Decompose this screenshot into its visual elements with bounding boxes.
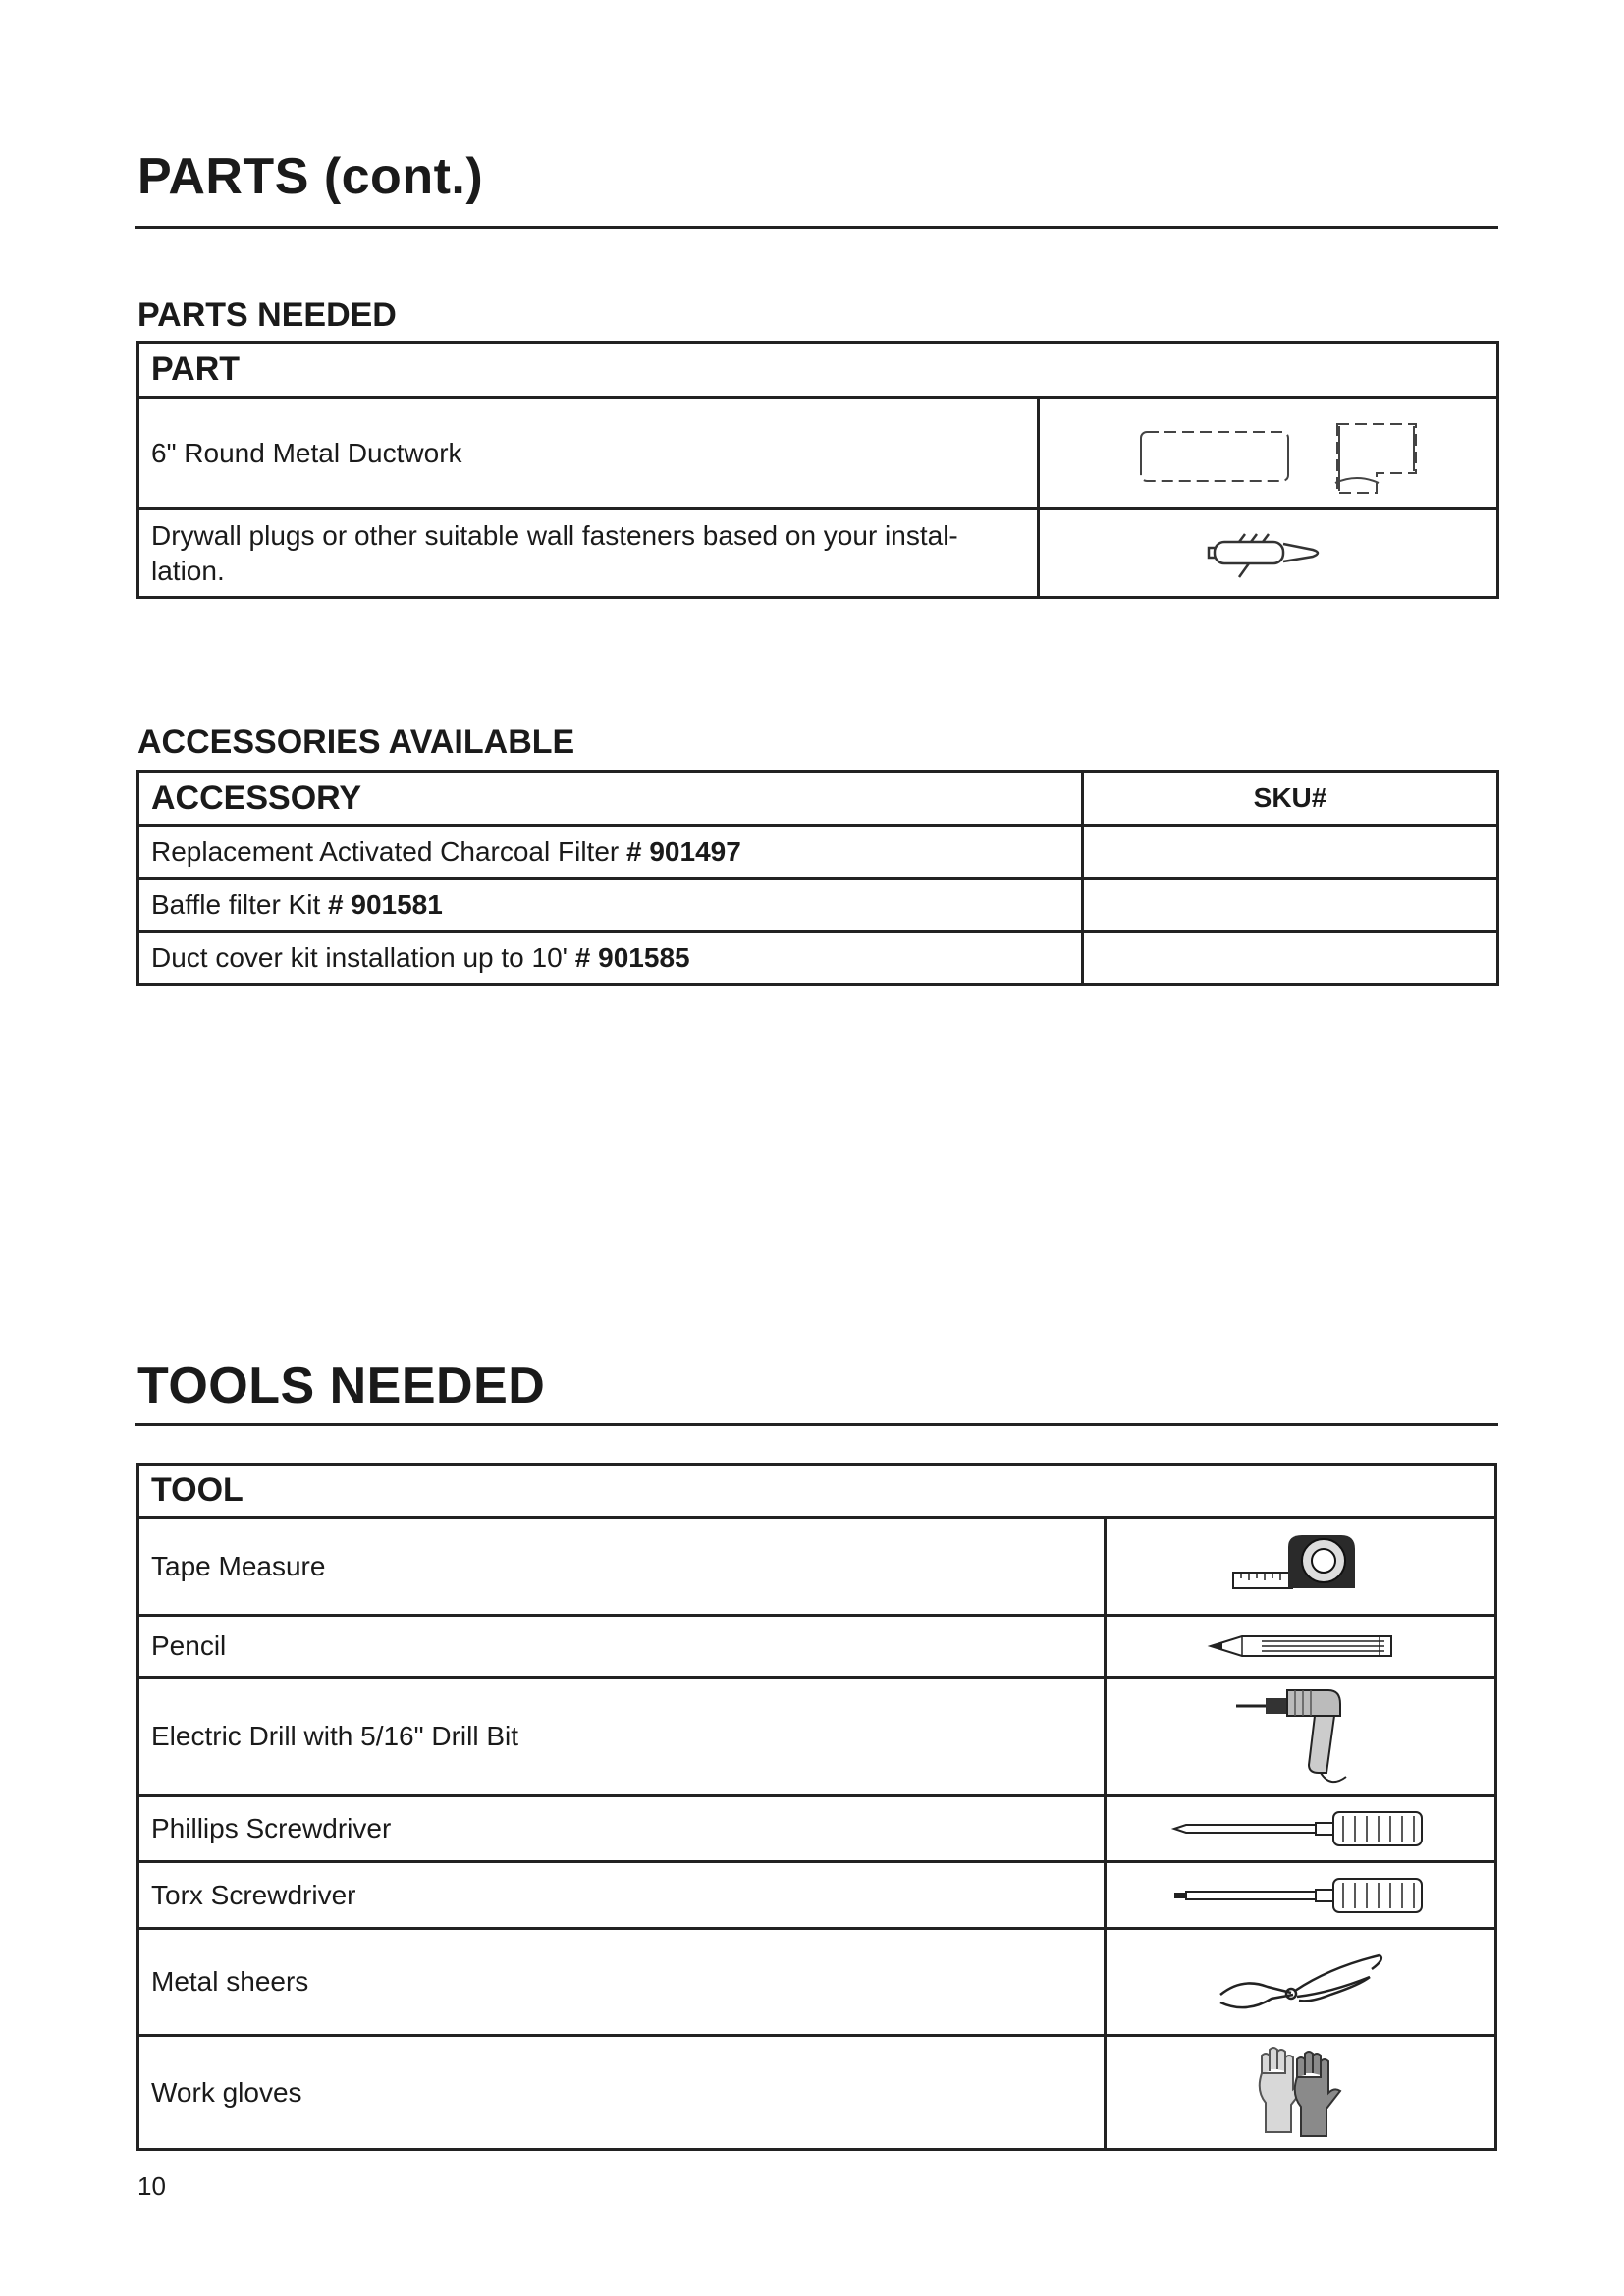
tools-rule <box>135 1423 1498 1426</box>
tool-name: Pencil <box>138 1616 1106 1678</box>
accessories-heading: ACCESSORIES AVAILABLE <box>137 723 575 761</box>
accessories-table <box>136 770 1499 986</box>
phillips-screwdriver-icon <box>1168 1804 1434 1853</box>
accessory-name <box>138 826 1083 879</box>
accessory-label: Duct cover kit installation up to 10' <box>151 941 568 973</box>
accessory-label: Replacement Activated Charcoal Filter <box>151 835 620 867</box>
table-row <box>138 509 1498 598</box>
table-row <box>138 1518 1496 1616</box>
tool-name: Phillips Screwdriver <box>138 1796 1106 1862</box>
table-row <box>138 1929 1496 2036</box>
work-gloves-icon <box>1242 2044 1360 2142</box>
table-row <box>138 1862 1496 1929</box>
tool-image-cell <box>1106 1796 1496 1862</box>
part-image-cell <box>1039 509 1498 598</box>
sku-cell <box>1083 932 1498 985</box>
page-title: PARTS (cont.) <box>137 148 484 205</box>
page-number: 10 <box>137 2171 166 2201</box>
tool-image-cell <box>1106 1862 1496 1929</box>
tool-image-cell <box>1106 1678 1496 1796</box>
accessory-column-header: ACCESSORY <box>138 772 1083 826</box>
table-row <box>138 932 1498 985</box>
tool-image-cell <box>1106 1929 1496 2036</box>
table-header-row <box>138 1465 1496 1518</box>
accessory-label: Baffle filter Kit <box>151 888 321 920</box>
tool-image-cell <box>1106 1616 1496 1678</box>
accessory-name <box>138 879 1083 932</box>
table-row <box>138 826 1498 879</box>
tool-name: Work gloves <box>138 2036 1106 2150</box>
table-row <box>138 2036 1496 2150</box>
torx-screwdriver-icon <box>1168 1871 1434 1920</box>
part-name: 6" Round Metal Ductwork <box>138 398 1039 509</box>
accessory-sku: # 901585 <box>574 941 690 973</box>
accessory-sku: # 901497 <box>626 835 741 867</box>
part-column-header: PART <box>138 343 1498 398</box>
tape-measure-icon <box>1227 1527 1375 1606</box>
sku-cell <box>1083 826 1498 879</box>
pencil-icon <box>1203 1627 1399 1666</box>
tools-table <box>136 1463 1497 2151</box>
tool-column-header: TOOL <box>138 1465 1496 1518</box>
ductwork-icon <box>1082 404 1455 503</box>
table-row <box>138 1796 1496 1862</box>
accessory-name <box>138 932 1083 985</box>
part-image-cell <box>1039 398 1498 509</box>
tool-name: Torx Screwdriver <box>138 1862 1106 1929</box>
electric-drill-icon <box>1232 1682 1370 1790</box>
tool-image-cell <box>1106 1518 1496 1616</box>
sku-cell <box>1083 879 1498 932</box>
parts-needed-table <box>136 341 1499 599</box>
table-header-row <box>138 343 1498 398</box>
tools-title: TOOLS NEEDED <box>137 1358 546 1415</box>
table-header-row <box>138 772 1498 826</box>
metal-sheers-icon <box>1213 1938 1389 2026</box>
table-row <box>138 1678 1496 1796</box>
title-rule <box>135 226 1498 229</box>
table-row <box>138 398 1498 509</box>
part-name: Drywall plugs or other suitable wall fasteners based on your instal- lation. <box>138 509 1039 598</box>
tool-name: Metal sheers <box>138 1929 1106 2036</box>
parts-needed-heading: PARTS NEEDED <box>137 296 397 334</box>
wall-plug-icon <box>1200 524 1337 583</box>
table-row <box>138 1616 1496 1678</box>
tool-name: Tape Measure <box>138 1518 1106 1616</box>
table-row <box>138 879 1498 932</box>
accessory-sku: # 901581 <box>328 888 443 920</box>
tool-name: Electric Drill with 5/16" Drill Bit <box>138 1678 1106 1796</box>
tool-image-cell <box>1106 2036 1496 2150</box>
sku-column-header: SKU# <box>1083 772 1498 826</box>
